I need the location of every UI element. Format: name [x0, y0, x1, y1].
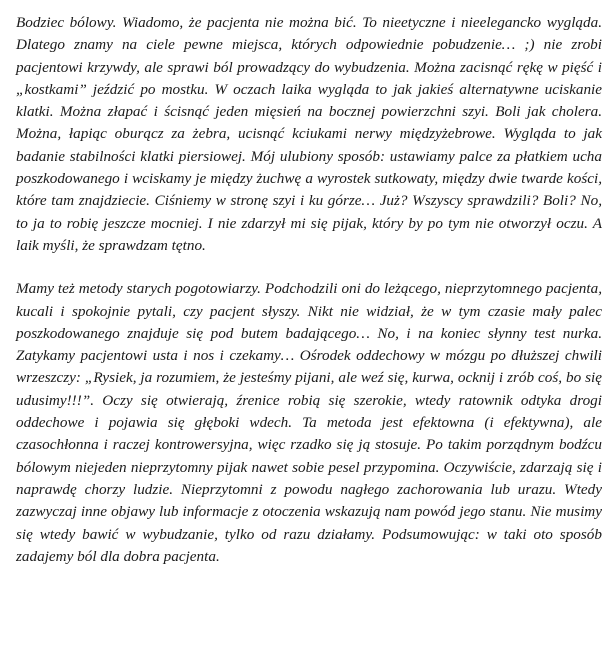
document-body — [16, 12, 602, 568]
paragraph-pain-stimulus: Bodziec bólowy. Wiadomo, że pacjenta nie można bić. To nieetyczne i nieelegancko wygląda. Dlatego znamy na ciele pewne miejsca, których odpowiednie pobudzenie… ;) nie zrobi pacjentowi krzywdy, ale sprawi ból prowadzący do wybudzenia. Można zacisnąć rękę w pięść i „kostkami” jeździć po mostku. W oczach laika wygląda to jak jakieś alternatywne uciskanie klatki. Można złapać i ścisnąć jeden mięsień na bocznej powierzchni szyi. Boli jak cholera. Można, łapiąc oburącz za żebra, ucisnąć kciukami nerwy międzyżebrowe. Wygląda to jak badanie stabilności klatki piersiowej. Mój ulubiony sposób: ustawiamy palce za płatkiem ucha poszkodowanego i wciskamy je między żuchwę a wyrostek sutkowaty, między dwie twarde kości, które tam znajdziecie. Ciśniemy w stronę szyi i ku górze… Już? Wszyscy sprawdzili? Boli? No, to ja to robię jeszcze mocniej. I nie zdarzył mi się pijak, który by po tym nie otworzył oczu. A laik myśli, że sprawdzam tętno. — [16, 14, 602, 254]
paragraph-old-paramedic-methods: Mamy też metody starych pogotowiarzy. Podchodzili oni do leżącego, nieprzytomnego pacjenta, kucali i spokojnie pytali, czy pacjent słyszy. Nikt nie widział, że w tym czasie mały palec poszkodowanego znajduje się pod butem badającego… No, i na koniec słynny test nurka. Zatykamy pacjentowi usta i nos i czekamy… Ośrodek oddechowy w mózgu po dłuższej chwili wrzeszczy: „Rysiek, ja rozumiem, że jesteśmy pijani, ale weź się, kurwa, ocknij i zrób coś, bo się udusimy!!!”. Oczy się otwierają, źrenice robią się szerokie, wtedy ratownik odtyka drogi oddechowe i pojawia się głęboki wdech. Ta metoda jest efektowna (i efektywna), ale czasochłonna i raczej kontrowersyjna, więc rzadko się ją stosuje. Po takim porządnym bodźcu bólowym niejeden nieprzytomny pijak nawet sobie pesel przypomina. Oczywiście, zdarzają się i naprawdę chorzy ludzie. Nieprzytomni z powodu nagłego zachorowania lub urazu. Wtedy zazwyczaj inne objawy lub informacje z otoczenia wskazują nam powód jego stanu. Nie musimy się wtedy bawić w wybudzanie, tylko od razu działamy. Podsumowując: w taki oto sposób zadajemy ból dla dobra pacjenta. — [16, 280, 602, 565]
